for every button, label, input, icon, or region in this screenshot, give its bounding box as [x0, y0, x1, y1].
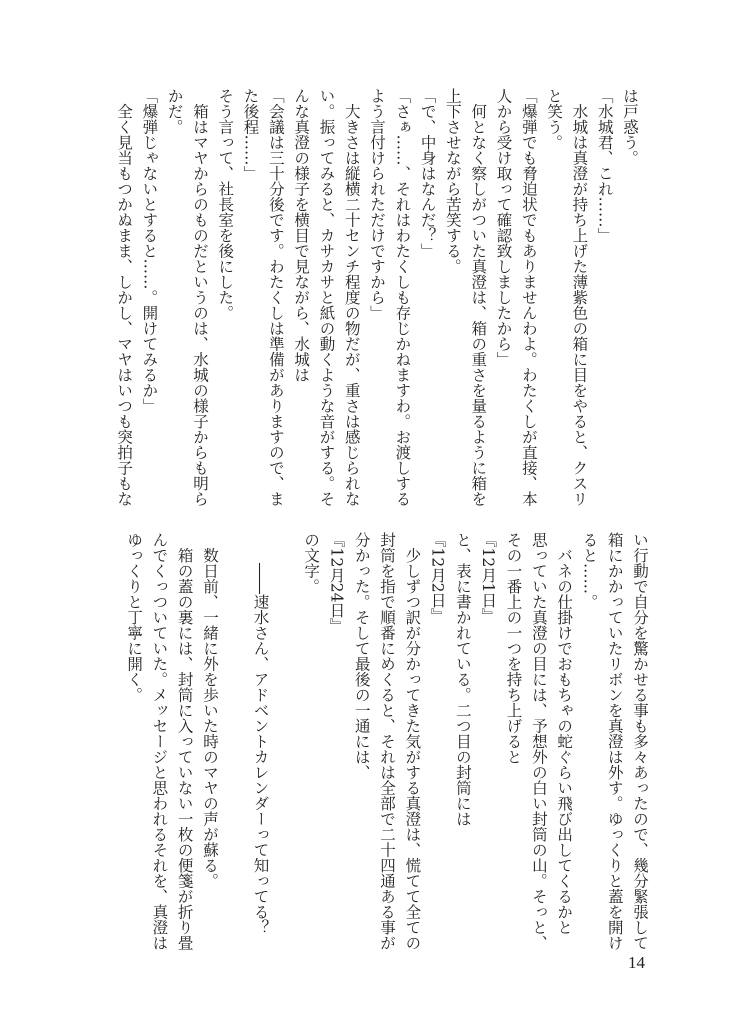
- text-line: その一番上の一つを持ち上げると: [504, 532, 523, 765]
- text-line: [273, 532, 298, 944]
- text-line: と笑う。: [545, 88, 564, 150]
- text-line: 分かった。そして最後の一通には、: [352, 532, 371, 780]
- text-line: と、表に書かれている。二つ目の封筒には: [453, 532, 472, 827]
- text-line: 思っていた真澄の目には、予想外の白い封筒の山。そっと、: [529, 532, 548, 951]
- text-line: 箱はマヤからのものだというのは、水城の様子からも明ら: [190, 88, 209, 507]
- text-line: 箱の蓋の裏には、封筒に入っていない一枚の便箋が折り畳: [175, 532, 194, 951]
- text-line: 『12月2日』: [428, 532, 447, 624]
- text-line: 「水城君、これ……」: [595, 88, 614, 243]
- text-block-top: [111, 88, 642, 507]
- text-line: そう言って、社長室を後にした。: [216, 88, 235, 321]
- text-line: い。振ってみると、カサカサと紙の動くような音がする。そ: [317, 88, 336, 507]
- text-line: ると……。: [580, 532, 599, 610]
- text-line: んな真澄の様子を横目で見ながら、水城は: [292, 88, 311, 383]
- text-line: 「で、中身はなんだ？」: [418, 88, 437, 259]
- text-line: 少しずつ訳が分かってきた気がする真澄は、慌てて全ての: [403, 532, 422, 951]
- text-line: バネの仕掛けでおもちゃの蛇ぐらい飛び出してくるかと: [555, 532, 574, 935]
- text-line: は戸惑う。: [621, 88, 639, 166]
- text-line: 「爆弾じゃないとすると……。開けてみるか」: [140, 88, 159, 414]
- text-line: 箱にかかっていたリボンを真澄は外す。ゆっくりと蓋を開け: [605, 532, 624, 951]
- text-line: い行動で自分を驚かせる事も多々あったので、幾分緊張して: [631, 532, 649, 951]
- text-block-bottom: [121, 532, 652, 951]
- text-line: た後程……」: [241, 88, 260, 181]
- text-line: 全く見当もつかぬまま、しかし、マヤはいつも突拍子もな: [115, 88, 134, 507]
- text-line: 「爆弾でも脅迫状でもありませんわよ。わたくしが直接、本: [519, 88, 538, 507]
- text-line: 「会議は三十分後です。わたくしは準備がありますので、ま: [266, 88, 285, 507]
- text-line: の文字。: [302, 532, 321, 594]
- text-line: かだ。: [165, 88, 184, 135]
- text-line: 「さぁ……、それはわたくしも存じかねますわ。お渡しする: [393, 88, 412, 507]
- text-line: 水城は真澄が持ち上げた薄紫色の箱に目をやると、クスリ: [570, 88, 589, 507]
- text-line: 上下させながら苦笑する。: [443, 88, 462, 274]
- text-line: 人から受け取って確認致しましたから」: [494, 88, 513, 367]
- text-line: 『12月24日』: [327, 532, 346, 634]
- text-line: よう言付けられただけですから」: [368, 88, 387, 321]
- text-line: んでくっついていた。メッセージと思われるそれを、真澄は: [150, 532, 169, 951]
- page-number: 14: [628, 953, 645, 972]
- text-line: ――速水さん、アドベントカレンダーって知ってる？: [251, 532, 270, 935]
- text-line: 封筒を指で順番にめくると、それは全部で二十四通ある事が: [378, 532, 397, 951]
- text-line: 数日前、一緒に外を歩いた時のマヤの声が蘇る。: [200, 532, 219, 889]
- text-line: [222, 532, 247, 944]
- text-line: 大きさは縦横二十センチ程度の物だが、重さは感じられな: [342, 88, 361, 507]
- text-line: 『12月1日』: [479, 532, 498, 624]
- text-line: 何となく察しがついた真澄は、箱の重さを量るように箱を: [469, 88, 488, 507]
- text-line: ゆっくりと丁寧に開く。: [125, 532, 144, 703]
